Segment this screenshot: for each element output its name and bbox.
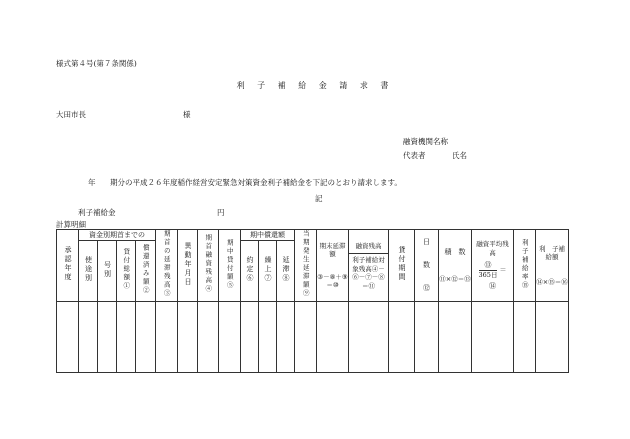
header-scheduled: 約定⑥ — [241, 241, 259, 302]
form-number: 様式第４号(第７条関係) — [56, 59, 137, 68]
header-current-arrears: 当期発生延滞額⑨ — [295, 230, 317, 302]
cell-opening-balance[interactable] — [198, 302, 219, 373]
header-opening-balance: 期首融資残高④ — [198, 230, 219, 302]
header-usage: 使途別 — [79, 241, 98, 302]
cell-early[interactable] — [259, 302, 277, 373]
cell-number[interactable] — [98, 302, 117, 373]
name-label: 氏名 — [452, 151, 467, 160]
header-days: 日 数 ⑫ — [415, 230, 439, 302]
cell-product[interactable] — [439, 302, 472, 373]
calculation-details-label: 計算明細 — [56, 220, 86, 229]
cell-loan-period[interactable] — [389, 302, 415, 373]
header-early: 繰上⑦ — [259, 241, 277, 302]
header-total-loan: 貸付総額① — [117, 241, 136, 302]
header-closing-arrears: 期末延滞額 ③－⑧＋⑨＝⑩ — [317, 230, 349, 302]
cell-opening-arrears[interactable] — [156, 302, 178, 373]
page-title: 利 子 補 給 金 請 求 書 — [236, 81, 394, 90]
cell-usage[interactable] — [79, 302, 98, 373]
cell-subsidy-rate[interactable] — [514, 302, 536, 373]
cell-days[interactable] — [415, 302, 439, 373]
header-group-fund: 資金別期首までの — [79, 230, 156, 241]
header-average-balance: 融資平均残 高 ⑬ 365日 ＝ ⑭ — [472, 230, 514, 302]
header-approval-year: 承認年度 — [57, 230, 79, 302]
header-loan-balance: 融資残高 利子補給対象残高④－⑥－⑦－⑧＝⑪ — [349, 230, 389, 302]
cell-period-loan[interactable] — [219, 302, 241, 373]
cell-scheduled[interactable] — [241, 302, 259, 373]
header-subsidy-rate: 利子補給率⑮ — [514, 230, 536, 302]
header-period-loan: 期中貸付額⑤ — [219, 230, 241, 302]
cell-total-loan[interactable] — [117, 302, 136, 373]
cell-loan-balance[interactable] — [349, 302, 389, 373]
cell-overdue[interactable] — [277, 302, 295, 373]
year-label: 年 — [88, 178, 96, 187]
cell-subsidy-amount[interactable] — [536, 302, 569, 373]
header-subsidy-amount: 利 子補給額 ⑭×⑮＝⑯ — [536, 230, 569, 302]
header-change-date: 異動年月日 — [178, 230, 198, 302]
header-repaid: 償還済み額② — [136, 241, 156, 302]
cell-approval-year[interactable] — [57, 302, 79, 373]
header-group-repayment: 期中償還額 — [241, 230, 295, 241]
request-text: 期分の平成２６年度稲作経営安定緊急対策資金利子補給金を下記のとおり請求します。 — [110, 178, 402, 187]
table-row — [57, 302, 569, 373]
calculation-table — [56, 229, 569, 373]
cell-repaid[interactable] — [136, 302, 156, 373]
header-overdue: 延滞⑧ — [277, 241, 295, 302]
representative-label: 代表者 — [403, 151, 426, 160]
cell-change-date[interactable] — [178, 302, 198, 373]
header-product: 積 数 ⑪×⑫＝⑬ — [439, 230, 472, 302]
cell-current-arrears[interactable] — [295, 302, 317, 373]
header-loan-period: 貸付期間 — [389, 230, 415, 302]
ki-label: 記 — [315, 194, 323, 203]
addressee-honorific: 様 — [183, 110, 191, 119]
cell-average-balance[interactable] — [472, 302, 514, 373]
cell-closing-arrears[interactable] — [317, 302, 349, 373]
subsidy-amount-label: 利子補給金 — [78, 208, 116, 217]
subsidy-amount-unit: 円 — [217, 208, 225, 217]
header-number: 号別 — [98, 241, 117, 302]
header-opening-arrears: 期首の延滞残高③ — [156, 230, 178, 302]
bank-name-label: 融資機関名称 — [403, 137, 448, 146]
addressee: 大田市長 — [56, 110, 86, 119]
